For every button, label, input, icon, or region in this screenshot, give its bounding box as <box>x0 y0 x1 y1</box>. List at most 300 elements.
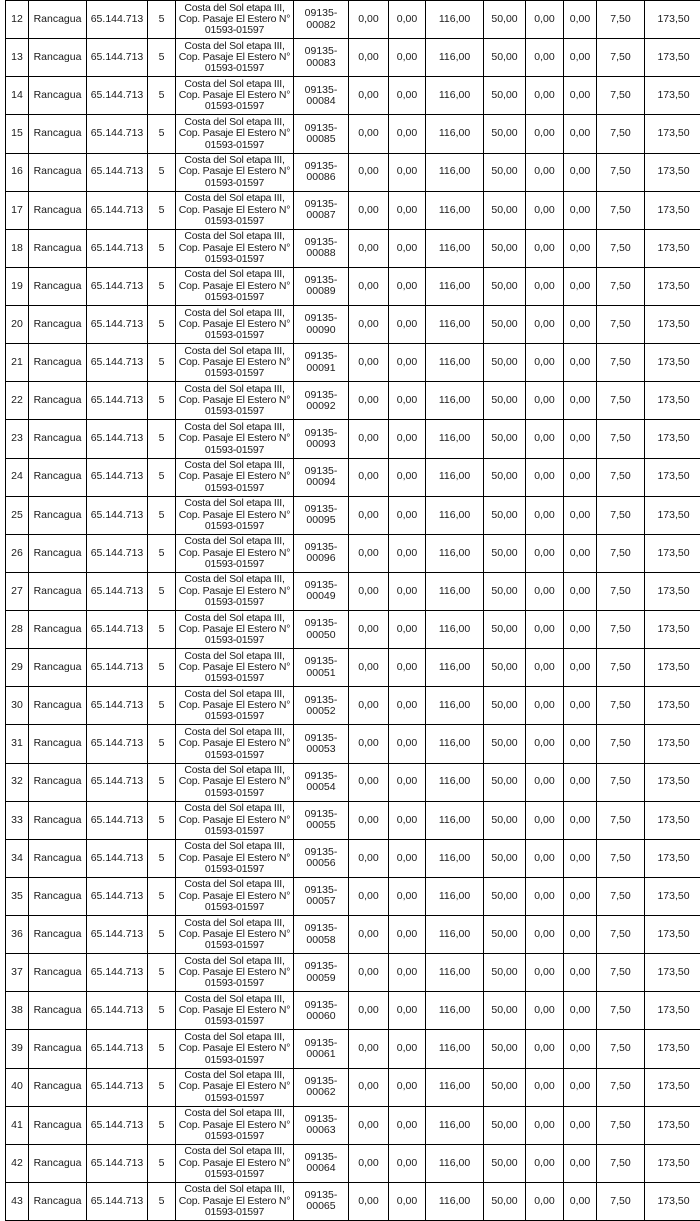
cell-total: 173,50 <box>645 877 700 915</box>
address-line: Cop. Pasaje El Estero N° <box>176 319 293 330</box>
cell-amount-2: 0,00 <box>389 1 426 39</box>
cell-amount-5: 0,00 <box>526 839 564 877</box>
cell-row-number: 20 <box>6 306 29 344</box>
cell-amount-7: 7,50 <box>597 1068 645 1106</box>
cell-amount-3: 116,00 <box>426 687 484 725</box>
roll-code-line: 00059 <box>294 973 348 984</box>
cell-zone: 5 <box>148 1030 176 1068</box>
cell-amount-7: 7,50 <box>597 572 645 610</box>
address-line: Costa del Sol etapa III, <box>176 536 293 547</box>
cell-amount-4: 50,00 <box>484 420 526 458</box>
address-line: 01593-01597 <box>176 292 293 303</box>
roll-code-line: 00065 <box>294 1201 348 1212</box>
cell-city: Rancagua <box>29 687 87 725</box>
cell-amount-5: 0,00 <box>526 1 564 39</box>
cell-roll-code <box>294 725 349 763</box>
cell-row-number: 12 <box>6 1 29 39</box>
address-line: Costa del Sol etapa III, <box>176 651 293 662</box>
cell-amount-4: 50,00 <box>484 267 526 305</box>
cell-id-number: 65.144.713 <box>87 267 148 305</box>
cell-amount-2: 0,00 <box>389 458 426 496</box>
cell-city: Rancagua <box>29 649 87 687</box>
cell-amount-5: 0,00 <box>526 267 564 305</box>
cell-id-number: 65.144.713 <box>87 420 148 458</box>
cell-amount-7: 7,50 <box>597 992 645 1030</box>
address-line: Cop. Pasaje El Estero N° <box>176 738 293 749</box>
roll-code-line: 09135- <box>294 771 348 782</box>
cell-amount-6: 0,00 <box>564 115 597 153</box>
cell-city: Rancagua <box>29 420 87 458</box>
address-line: 01593-01597 <box>176 1055 293 1066</box>
roll-code-line: 00057 <box>294 896 348 907</box>
cell-city: Rancagua <box>29 916 87 954</box>
address-line: Cop. Pasaje El Estero N° <box>176 1158 293 1169</box>
cell-id-number: 65.144.713 <box>87 916 148 954</box>
address-line: 01593-01597 <box>176 63 293 74</box>
roll-code-line: 09135- <box>294 1190 348 1201</box>
cell-zone: 5 <box>148 572 176 610</box>
address-line: Cop. Pasaje El Estero N° <box>176 395 293 406</box>
address-line: Costa del Sol etapa III, <box>176 498 293 509</box>
table-row <box>6 77 700 115</box>
address-line: 01593-01597 <box>176 788 293 799</box>
address-line: Cop. Pasaje El Estero N° <box>176 510 293 521</box>
cell-row-number: 32 <box>6 763 29 801</box>
cell-amount-1: 0,00 <box>349 992 389 1030</box>
cell-row-number: 13 <box>6 39 29 77</box>
cell-amount-6: 0,00 <box>564 1068 597 1106</box>
cell-id-number: 65.144.713 <box>87 153 148 191</box>
cell-address <box>176 649 294 687</box>
cell-amount-4: 50,00 <box>484 1030 526 1068</box>
cell-amount-3: 116,00 <box>426 992 484 1030</box>
cell-zone: 5 <box>148 763 176 801</box>
cell-city: Rancagua <box>29 572 87 610</box>
cell-address <box>176 534 294 572</box>
address-line: Cop. Pasaje El Estero N° <box>176 853 293 864</box>
cell-zone: 5 <box>148 954 176 992</box>
address-line: Cop. Pasaje El Estero N° <box>176 281 293 292</box>
cell-amount-6: 0,00 <box>564 344 597 382</box>
cell-amount-6: 0,00 <box>564 382 597 420</box>
address-line: 01593-01597 <box>176 1093 293 1104</box>
cell-roll-code <box>294 992 349 1030</box>
cell-row-number: 39 <box>6 1030 29 1068</box>
address-line: Costa del Sol etapa III, <box>176 1108 293 1119</box>
table-row <box>6 344 700 382</box>
cell-amount-3: 116,00 <box>426 420 484 458</box>
cell-amount-1: 0,00 <box>349 115 389 153</box>
address-line: 01593-01597 <box>176 978 293 989</box>
cell-address <box>176 267 294 305</box>
address-line: 01593-01597 <box>176 711 293 722</box>
cell-roll-code <box>294 877 349 915</box>
roll-code-line: 00054 <box>294 782 348 793</box>
cell-zone: 5 <box>148 916 176 954</box>
cell-amount-2: 0,00 <box>389 1106 426 1144</box>
address-line: Cop. Pasaje El Estero N° <box>176 205 293 216</box>
cell-city: Rancagua <box>29 115 87 153</box>
cell-total: 173,50 <box>645 534 700 572</box>
cell-city: Rancagua <box>29 229 87 267</box>
roll-code-line: 00055 <box>294 820 348 831</box>
cell-amount-4: 50,00 <box>484 39 526 77</box>
cell-zone: 5 <box>148 534 176 572</box>
cell-zone: 5 <box>148 725 176 763</box>
cell-zone: 5 <box>148 877 176 915</box>
cell-amount-6: 0,00 <box>564 77 597 115</box>
cell-amount-7: 7,50 <box>597 306 645 344</box>
cell-amount-3: 116,00 <box>426 77 484 115</box>
cell-roll-code <box>294 1106 349 1144</box>
cell-amount-3: 116,00 <box>426 191 484 229</box>
cell-amount-3: 116,00 <box>426 1144 484 1182</box>
cell-city: Rancagua <box>29 153 87 191</box>
address-line: 01593-01597 <box>176 635 293 646</box>
table-row <box>6 611 700 649</box>
cell-id-number: 65.144.713 <box>87 382 148 420</box>
address-line: Cop. Pasaje El Estero N° <box>176 243 293 254</box>
cell-amount-3: 116,00 <box>426 1 484 39</box>
cell-city: Rancagua <box>29 1106 87 1144</box>
cell-amount-7: 7,50 <box>597 191 645 229</box>
table-row <box>6 954 700 992</box>
cell-amount-3: 116,00 <box>426 725 484 763</box>
cell-address <box>176 115 294 153</box>
cell-amount-1: 0,00 <box>349 916 389 954</box>
cell-roll-code <box>294 1068 349 1106</box>
cell-amount-7: 7,50 <box>597 115 645 153</box>
cell-row-number: 41 <box>6 1106 29 1144</box>
cell-city: Rancagua <box>29 306 87 344</box>
cell-amount-1: 0,00 <box>349 344 389 382</box>
address-line: Cop. Pasaje El Estero N° <box>176 90 293 101</box>
address-line: Cop. Pasaje El Estero N° <box>176 128 293 139</box>
cell-amount-1: 0,00 <box>349 267 389 305</box>
cell-roll-code <box>294 916 349 954</box>
table-row <box>6 229 700 267</box>
cell-roll-code <box>294 572 349 610</box>
roll-code-line: 00093 <box>294 439 348 450</box>
cell-address <box>176 572 294 610</box>
cell-total: 173,50 <box>645 1 700 39</box>
roll-code-line: 09135- <box>294 1152 348 1163</box>
cell-amount-6: 0,00 <box>564 496 597 534</box>
cell-amount-5: 0,00 <box>526 191 564 229</box>
cell-address <box>176 1068 294 1106</box>
table-row <box>6 267 700 305</box>
cell-zone: 5 <box>148 306 176 344</box>
cell-city: Rancagua <box>29 496 87 534</box>
cell-amount-5: 0,00 <box>526 229 564 267</box>
cell-amount-6: 0,00 <box>564 992 597 1030</box>
address-line: Costa del Sol etapa III, <box>176 422 293 433</box>
address-line: Costa del Sol etapa III, <box>176 117 293 128</box>
cell-row-number: 28 <box>6 611 29 649</box>
cell-amount-3: 116,00 <box>426 382 484 420</box>
cell-amount-1: 0,00 <box>349 191 389 229</box>
cell-amount-4: 50,00 <box>484 496 526 534</box>
cell-row-number: 25 <box>6 496 29 534</box>
roll-code-line: 09135- <box>294 313 348 324</box>
address-line: 01593-01597 <box>176 521 293 532</box>
cell-row-number: 26 <box>6 534 29 572</box>
cell-amount-3: 116,00 <box>426 115 484 153</box>
cell-roll-code <box>294 420 349 458</box>
cell-amount-1: 0,00 <box>349 496 389 534</box>
roll-code-line: 09135- <box>294 428 348 439</box>
address-line: Cop. Pasaje El Estero N° <box>176 166 293 177</box>
cell-amount-7: 7,50 <box>597 229 645 267</box>
cell-row-number: 23 <box>6 420 29 458</box>
roll-code-line: 09135- <box>294 542 348 553</box>
cell-roll-code <box>294 458 349 496</box>
cell-row-number: 33 <box>6 801 29 839</box>
table-row <box>6 1182 700 1220</box>
address-line: 01593-01597 <box>176 559 293 570</box>
address-line: Cop. Pasaje El Estero N° <box>176 1005 293 1016</box>
roll-code-line: 00060 <box>294 1011 348 1022</box>
roll-code-line: 00087 <box>294 210 348 221</box>
cell-city: Rancagua <box>29 839 87 877</box>
cell-city: Rancagua <box>29 267 87 305</box>
cell-amount-6: 0,00 <box>564 39 597 77</box>
cell-total: 173,50 <box>645 115 700 153</box>
cell-id-number: 65.144.713 <box>87 763 148 801</box>
cell-address <box>176 458 294 496</box>
cell-amount-2: 0,00 <box>389 801 426 839</box>
address-line: 01593-01597 <box>176 25 293 36</box>
cell-address <box>176 954 294 992</box>
cell-city: Rancagua <box>29 1030 87 1068</box>
table-row <box>6 420 700 458</box>
roll-code-line: 09135- <box>294 275 348 286</box>
cell-row-number: 31 <box>6 725 29 763</box>
cell-amount-1: 0,00 <box>349 382 389 420</box>
cell-amount-1: 0,00 <box>349 763 389 801</box>
cell-city: Rancagua <box>29 77 87 115</box>
address-line: 01593-01597 <box>176 140 293 151</box>
cell-amount-7: 7,50 <box>597 1106 645 1144</box>
cell-amount-4: 50,00 <box>484 382 526 420</box>
address-line: Costa del Sol etapa III, <box>176 956 293 967</box>
roll-code-line: 09135- <box>294 580 348 591</box>
table-row <box>6 458 700 496</box>
cell-amount-6: 0,00 <box>564 458 597 496</box>
cell-city: Rancagua <box>29 534 87 572</box>
cell-id-number: 65.144.713 <box>87 115 148 153</box>
cell-zone: 5 <box>148 39 176 77</box>
address-line: 01593-01597 <box>176 940 293 951</box>
cell-amount-6: 0,00 <box>564 306 597 344</box>
cell-amount-1: 0,00 <box>349 801 389 839</box>
address-line: 01593-01597 <box>176 483 293 494</box>
cell-id-number: 65.144.713 <box>87 1 148 39</box>
address-line: Costa del Sol etapa III, <box>176 1146 293 1157</box>
cell-amount-1: 0,00 <box>349 1 389 39</box>
address-line: 01593-01597 <box>176 1169 293 1180</box>
cell-amount-2: 0,00 <box>389 725 426 763</box>
cell-amount-1: 0,00 <box>349 649 389 687</box>
cell-address <box>176 1106 294 1144</box>
cell-amount-7: 7,50 <box>597 611 645 649</box>
address-line: Cop. Pasaje El Estero N° <box>176 433 293 444</box>
address-line: Cop. Pasaje El Estero N° <box>176 586 293 597</box>
address-line: Cop. Pasaje El Estero N° <box>176 471 293 482</box>
cell-total: 173,50 <box>645 382 700 420</box>
cell-amount-7: 7,50 <box>597 1144 645 1182</box>
cell-row-number: 19 <box>6 267 29 305</box>
cell-row-number: 14 <box>6 77 29 115</box>
cell-amount-7: 7,50 <box>597 267 645 305</box>
roll-code-line: 09135- <box>294 1076 348 1087</box>
cell-total: 173,50 <box>645 801 700 839</box>
cell-row-number: 24 <box>6 458 29 496</box>
cell-amount-2: 0,00 <box>389 306 426 344</box>
cell-zone: 5 <box>148 649 176 687</box>
table-row <box>6 1106 700 1144</box>
cell-address <box>176 1030 294 1068</box>
roll-code-line: 09135- <box>294 8 348 19</box>
cell-amount-4: 50,00 <box>484 1182 526 1220</box>
roll-code-line: 09135- <box>294 1114 348 1125</box>
cell-amount-2: 0,00 <box>389 992 426 1030</box>
cell-amount-5: 0,00 <box>526 153 564 191</box>
cell-amount-7: 7,50 <box>597 39 645 77</box>
cell-total: 173,50 <box>645 687 700 725</box>
cell-city: Rancagua <box>29 801 87 839</box>
cell-amount-5: 0,00 <box>526 39 564 77</box>
address-line: Costa del Sol etapa III, <box>176 308 293 319</box>
cell-amount-4: 50,00 <box>484 725 526 763</box>
cell-amount-1: 0,00 <box>349 877 389 915</box>
address-line: 01593-01597 <box>176 673 293 684</box>
cell-amount-6: 0,00 <box>564 191 597 229</box>
table-row <box>6 191 700 229</box>
roll-code-line: 09135- <box>294 199 348 210</box>
cell-row-number: 42 <box>6 1144 29 1182</box>
cell-amount-1: 0,00 <box>349 1144 389 1182</box>
cell-amount-4: 50,00 <box>484 191 526 229</box>
cell-zone: 5 <box>148 420 176 458</box>
cell-amount-2: 0,00 <box>389 115 426 153</box>
cell-amount-4: 50,00 <box>484 1 526 39</box>
cell-id-number: 65.144.713 <box>87 458 148 496</box>
address-line: Costa del Sol etapa III, <box>176 574 293 585</box>
cell-id-number: 65.144.713 <box>87 344 148 382</box>
table-row <box>6 916 700 954</box>
cell-city: Rancagua <box>29 611 87 649</box>
cell-amount-5: 0,00 <box>526 611 564 649</box>
address-line: 01593-01597 <box>176 101 293 112</box>
table-row <box>6 801 700 839</box>
cell-amount-6: 0,00 <box>564 916 597 954</box>
address-line: Costa del Sol etapa III, <box>176 727 293 738</box>
cell-amount-4: 50,00 <box>484 458 526 496</box>
address-line: Cop. Pasaje El Estero N° <box>176 815 293 826</box>
cell-amount-1: 0,00 <box>349 611 389 649</box>
cell-address <box>176 496 294 534</box>
cell-city: Rancagua <box>29 458 87 496</box>
cell-amount-5: 0,00 <box>526 687 564 725</box>
cell-roll-code <box>294 115 349 153</box>
roll-code-line: 00056 <box>294 858 348 869</box>
cell-address <box>176 763 294 801</box>
cell-id-number: 65.144.713 <box>87 611 148 649</box>
cell-amount-4: 50,00 <box>484 954 526 992</box>
roll-code-line: 00084 <box>294 96 348 107</box>
cell-amount-1: 0,00 <box>349 153 389 191</box>
cell-roll-code <box>294 39 349 77</box>
cell-total: 173,50 <box>645 1144 700 1182</box>
cell-amount-1: 0,00 <box>349 1106 389 1144</box>
roll-code-line: 00063 <box>294 1125 348 1136</box>
cell-id-number: 65.144.713 <box>87 572 148 610</box>
address-line: 01593-01597 <box>176 216 293 227</box>
cell-total: 173,50 <box>645 954 700 992</box>
cell-zone: 5 <box>148 1068 176 1106</box>
address-line: Cop. Pasaje El Estero N° <box>176 1196 293 1207</box>
cell-row-number: 40 <box>6 1068 29 1106</box>
cell-amount-3: 116,00 <box>426 534 484 572</box>
address-line: Costa del Sol etapa III, <box>176 613 293 624</box>
roll-code-line: 00090 <box>294 325 348 336</box>
cell-amount-2: 0,00 <box>389 877 426 915</box>
cell-row-number: 37 <box>6 954 29 992</box>
cell-id-number: 65.144.713 <box>87 725 148 763</box>
cell-amount-6: 0,00 <box>564 725 597 763</box>
address-line: 01593-01597 <box>176 1131 293 1142</box>
cell-id-number: 65.144.713 <box>87 877 148 915</box>
cell-roll-code <box>294 954 349 992</box>
cell-city: Rancagua <box>29 191 87 229</box>
address-line: 01593-01597 <box>176 445 293 456</box>
cell-amount-7: 7,50 <box>597 801 645 839</box>
cell-amount-4: 50,00 <box>484 611 526 649</box>
cell-zone: 5 <box>148 1182 176 1220</box>
cell-roll-code <box>294 1144 349 1182</box>
cell-zone: 5 <box>148 77 176 115</box>
roll-code-line: 09135- <box>294 123 348 134</box>
cell-amount-2: 0,00 <box>389 534 426 572</box>
cell-amount-4: 50,00 <box>484 229 526 267</box>
cell-amount-2: 0,00 <box>389 77 426 115</box>
cell-total: 173,50 <box>645 572 700 610</box>
cell-amount-2: 0,00 <box>389 344 426 382</box>
cell-amount-2: 0,00 <box>389 1068 426 1106</box>
address-line: Costa del Sol etapa III, <box>176 1184 293 1195</box>
cell-row-number: 36 <box>6 916 29 954</box>
cell-id-number: 65.144.713 <box>87 1030 148 1068</box>
address-line: Costa del Sol etapa III, <box>176 231 293 242</box>
roll-code-line: 00094 <box>294 477 348 488</box>
cell-amount-3: 116,00 <box>426 1106 484 1144</box>
cell-amount-3: 116,00 <box>426 649 484 687</box>
roll-code-line: 00089 <box>294 286 348 297</box>
cell-total: 173,50 <box>645 649 700 687</box>
address-line: Cop. Pasaje El Estero N° <box>176 662 293 673</box>
address-line: Cop. Pasaje El Estero N° <box>176 776 293 787</box>
cell-amount-4: 50,00 <box>484 306 526 344</box>
cell-row-number: 16 <box>6 153 29 191</box>
address-line: Cop. Pasaje El Estero N° <box>176 548 293 559</box>
cell-total: 173,50 <box>645 39 700 77</box>
cell-amount-6: 0,00 <box>564 687 597 725</box>
table-row <box>6 877 700 915</box>
cell-amount-3: 116,00 <box>426 267 484 305</box>
cell-amount-3: 116,00 <box>426 153 484 191</box>
address-line: Costa del Sol etapa III, <box>176 1070 293 1081</box>
